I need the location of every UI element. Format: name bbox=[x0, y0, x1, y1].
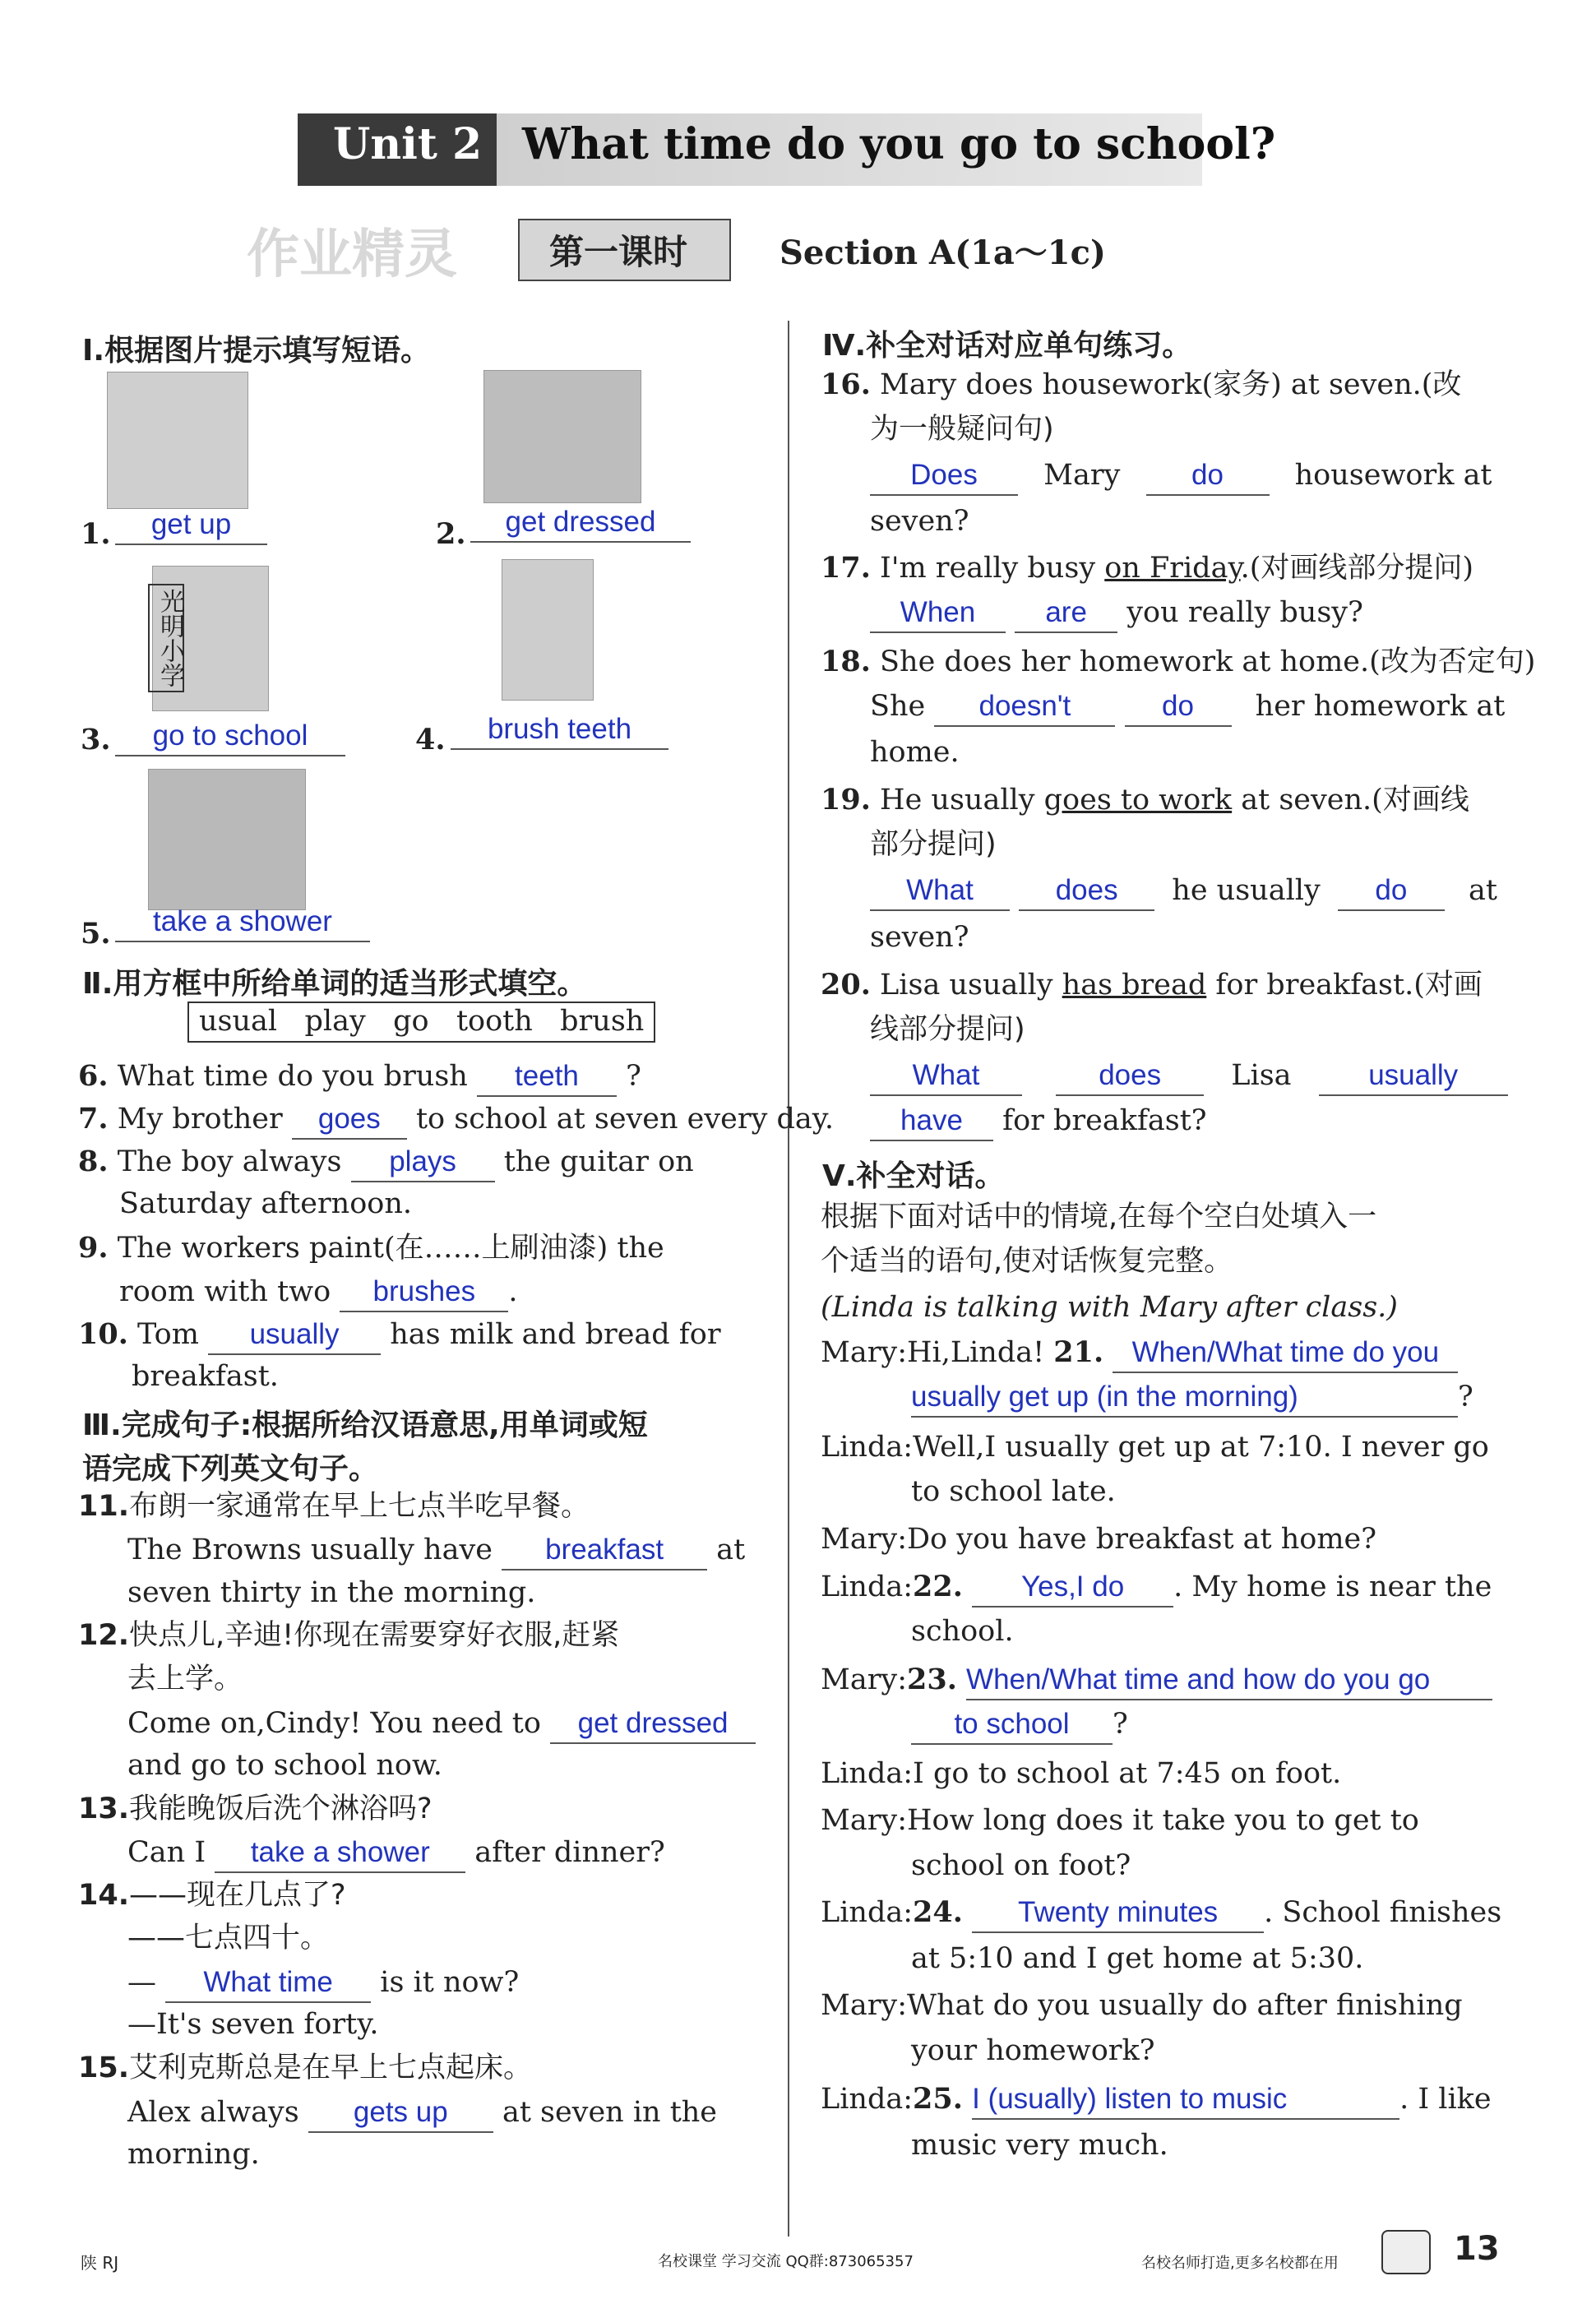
q21-number: 21. bbox=[1053, 1335, 1104, 1369]
q19-pre: He usually bbox=[880, 784, 1035, 816]
dialogue-text: Do you have breakfast at home? bbox=[907, 1523, 1377, 1556]
footer-center: 名校课堂 学习交流 QQ群:873065357 bbox=[658, 2253, 914, 2270]
dialogue-text: Hi,Linda! bbox=[907, 1336, 1054, 1369]
footer-left: 陕 RJ bbox=[81, 2253, 119, 2273]
q20-line3 bbox=[870, 1057, 1508, 1096]
q11-line3: seven thirty in the morning. bbox=[127, 1576, 536, 1609]
q18-pre: She bbox=[870, 690, 926, 723]
dialogue-text: Well,I usually get up at 7:10. I never go bbox=[913, 1431, 1489, 1464]
q15-line3: morning. bbox=[127, 2138, 260, 2171]
q19-mid: he usually bbox=[1172, 874, 1321, 907]
q20-mid: Lisa bbox=[1231, 1059, 1292, 1092]
q25-post: . I like bbox=[1399, 2083, 1492, 2116]
q20-post-2: for breakfast? bbox=[1002, 1104, 1207, 1137]
q11-answer[interactable]: breakfast bbox=[502, 1531, 707, 1571]
q19-answer-3[interactable]: do bbox=[1338, 872, 1445, 911]
q7-post: to school at seven every day. bbox=[415, 1103, 835, 1136]
q18-number: 18. bbox=[821, 645, 871, 678]
q20-number: 20. bbox=[821, 968, 871, 1002]
q16-line3 bbox=[870, 456, 1492, 496]
q6 bbox=[78, 1057, 641, 1097]
footer-logo-icon bbox=[1381, 2230, 1431, 2274]
speaker: Linda: bbox=[821, 1896, 914, 1929]
q17-pre: I'm really busy bbox=[880, 552, 1096, 585]
q11-cn bbox=[78, 1488, 590, 1526]
q18-line3: home. bbox=[870, 736, 960, 769]
q15-chinese: 艾利克斯总是在早上七点起床。 bbox=[129, 2052, 533, 2084]
q20-post: for breakfast.(对画 bbox=[1215, 969, 1483, 1002]
q22-post: . My home is near the bbox=[1173, 1571, 1492, 1603]
speaker: Mary: bbox=[821, 1989, 907, 2022]
q18-text: She does her homework at home.(改为否定句) bbox=[880, 645, 1536, 678]
q16-mid: Mary bbox=[1043, 459, 1121, 492]
q13-number: 13. bbox=[78, 1793, 130, 1825]
speaker: Linda: bbox=[821, 1431, 914, 1464]
q1-number: 1. bbox=[81, 517, 111, 551]
q21-answer-1[interactable]: When/What time do you bbox=[1113, 1334, 1458, 1373]
dialogue-line-21b bbox=[911, 1378, 1473, 1418]
q23-number: 23. bbox=[907, 1663, 957, 1696]
q10-answer[interactable]: usually bbox=[208, 1316, 381, 1355]
q19-post: at seven.(对画线 bbox=[1241, 784, 1469, 816]
school-sign: 光明小学 bbox=[148, 584, 184, 692]
dialogue-line-mary-2 bbox=[821, 1521, 1376, 1559]
q17-number: 17. bbox=[821, 551, 871, 585]
q12-answer[interactable]: get dressed bbox=[550, 1705, 756, 1744]
dialogue-line-23b bbox=[911, 1705, 1128, 1745]
q6-post: ? bbox=[626, 1060, 641, 1093]
q7-text: My brother bbox=[117, 1103, 283, 1136]
q23-answer-2[interactable]: to school bbox=[911, 1705, 1113, 1745]
q15-answer[interactable]: gets up bbox=[308, 2093, 493, 2133]
q11-pre: The Browns usually have bbox=[127, 1534, 493, 1566]
q7-number: 7. bbox=[78, 1102, 109, 1136]
q12-number: 12. bbox=[78, 1619, 130, 1652]
q9-answer[interactable]: brushes bbox=[340, 1273, 508, 1312]
dialogue-line-linda-1b: to school late. bbox=[911, 1475, 1116, 1508]
dialogue-line-mary-4b: school on foot? bbox=[911, 1849, 1131, 1882]
picture-get-dressed bbox=[483, 370, 641, 503]
q9-pre: room with two bbox=[119, 1275, 331, 1308]
q11-line2 bbox=[127, 1531, 745, 1571]
q8-text: The boy always bbox=[117, 1145, 342, 1178]
section-3-title-1: Ⅲ.完成句子:根据所给汉语意思,用单词或短 bbox=[82, 1409, 648, 1442]
q19-line4: seven? bbox=[870, 921, 969, 954]
q19-answer-1[interactable]: What bbox=[870, 872, 1010, 911]
picture-brush-teeth bbox=[502, 559, 594, 701]
q19-line2: 部分提问) bbox=[870, 828, 997, 861]
speaker: Mary: bbox=[821, 1336, 907, 1369]
q20-line2: 线部分提问) bbox=[870, 1013, 1025, 1046]
q8-post: the guitar on bbox=[503, 1145, 694, 1178]
dialogue-line-mary-4 bbox=[821, 1802, 1419, 1840]
q11-chinese: 布朗一家通常在早上七点半吃早餐。 bbox=[129, 1490, 590, 1523]
q6-text: What time do you brush bbox=[117, 1060, 468, 1093]
section-2-title: Ⅱ.用方框中所给单词的适当形式填空。 bbox=[82, 967, 587, 1001]
q13-post: after dinner? bbox=[474, 1836, 665, 1869]
dialogue-line-linda-3 bbox=[821, 1756, 1341, 1793]
dialogue-line-21 bbox=[821, 1334, 1458, 1373]
q12-cn1 bbox=[78, 1617, 619, 1655]
q18-line2 bbox=[870, 687, 1505, 727]
q17-answer-1[interactable]: When bbox=[870, 594, 1006, 633]
q13-answer[interactable]: take a shower bbox=[215, 1834, 465, 1873]
q10-number: 10. bbox=[78, 1317, 128, 1351]
q13-cn bbox=[78, 1791, 433, 1829]
q14-answer[interactable]: What time bbox=[165, 1964, 371, 2003]
q20-answer-1[interactable]: What bbox=[870, 1057, 1022, 1096]
q17-post: .(对画线部分提问) bbox=[1240, 552, 1474, 585]
q20-answer-4[interactable]: have bbox=[870, 1102, 993, 1141]
speaker: Linda: bbox=[821, 1571, 914, 1603]
q17-post-2: you really busy? bbox=[1126, 596, 1363, 629]
picture-get-up bbox=[107, 372, 248, 509]
q7 bbox=[78, 1100, 834, 1140]
q19-post-2: at bbox=[1469, 874, 1497, 907]
speaker: Mary: bbox=[821, 1523, 907, 1556]
dialogue-context: (Linda is talking with Mary after class.) bbox=[821, 1291, 1398, 1324]
speaker: Linda: bbox=[821, 2083, 914, 2116]
picture-take-shower bbox=[148, 769, 306, 910]
q16-line2: 为一般疑问句) bbox=[870, 413, 1054, 446]
column-divider bbox=[788, 321, 789, 2237]
q9-number: 9. bbox=[78, 1231, 109, 1265]
q11-number: 11. bbox=[78, 1490, 130, 1523]
q19-underlined: goes to work bbox=[1043, 784, 1233, 816]
speaker: Mary: bbox=[821, 1804, 907, 1837]
dialogue-text: How long does it take you to get to bbox=[907, 1804, 1419, 1837]
q3-number: 3. bbox=[81, 723, 111, 756]
section-5-title: Ⅴ.补全对话。 bbox=[822, 1159, 1005, 1193]
q19-line1 bbox=[821, 781, 1469, 820]
q3-answer[interactable]: go to school bbox=[115, 717, 345, 756]
section-5-intro-1: 根据下面对话中的情境,在每个空白处填入一 bbox=[821, 1200, 1377, 1233]
dialogue-line-22b: school. bbox=[911, 1615, 1014, 1648]
dialogue-line-22 bbox=[821, 1568, 1492, 1608]
q15-pre: Alex always bbox=[127, 2096, 299, 2129]
q11-post: at bbox=[716, 1534, 746, 1566]
q15-number: 15. bbox=[78, 2052, 130, 2084]
unit-title: What time do you go to school? bbox=[522, 119, 1276, 169]
q8-answer[interactable]: plays bbox=[351, 1143, 495, 1182]
q20-answer-2[interactable]: does bbox=[1056, 1057, 1204, 1096]
q8-number: 8. bbox=[78, 1145, 109, 1178]
q16-text: Mary does housework(家务) at seven.(改 bbox=[880, 368, 1462, 401]
q1-answer[interactable]: get up bbox=[115, 506, 267, 545]
q14-cn2: ——七点四十。 bbox=[127, 1922, 330, 1954]
q16-post: housework at bbox=[1294, 459, 1492, 492]
q16-line1 bbox=[821, 366, 1461, 405]
q17-line2 bbox=[870, 594, 1363, 633]
q23-post: ? bbox=[1113, 1708, 1128, 1741]
q12-pre: Come on,Cindy! You need to bbox=[127, 1707, 541, 1740]
section-1-title: Ⅰ.根据图片提示填写短语。 bbox=[82, 334, 431, 368]
q12-chinese-1: 快点儿,辛迪!你现在需要穿好衣服,赶紧 bbox=[129, 1619, 620, 1652]
q5-number: 5. bbox=[81, 917, 111, 951]
q19-number: 19. bbox=[821, 783, 871, 816]
q9-line2 bbox=[119, 1273, 517, 1312]
q10 bbox=[78, 1316, 721, 1355]
footer-right: 名校名师打造,更多名校都在用 bbox=[1141, 2255, 1339, 2272]
q14-line3 bbox=[127, 1964, 519, 2003]
q10-text: Tom bbox=[137, 1318, 199, 1351]
q9-post: . bbox=[508, 1275, 518, 1308]
section-5-intro-2: 个适当的语句,使对话恢复完整。 bbox=[821, 1245, 1233, 1278]
dialogue-text: I go to school at 7:45 on foot. bbox=[913, 1757, 1342, 1790]
q6-number: 6. bbox=[78, 1059, 109, 1093]
dialogue-text: What do you usually do after finishing bbox=[907, 1989, 1463, 2022]
lesson-label: 第一课时 bbox=[549, 232, 688, 272]
q7-answer[interactable]: goes bbox=[292, 1100, 407, 1140]
q13-line2 bbox=[127, 1834, 665, 1873]
q13-chinese: 我能晚饭后洗个淋浴吗? bbox=[129, 1793, 433, 1825]
q20-pre: Lisa usually bbox=[880, 969, 1053, 1002]
dialogue-line-mary-5b: your homework? bbox=[911, 2034, 1155, 2067]
q9-line1 bbox=[78, 1229, 664, 1268]
q16-line4: seven? bbox=[870, 505, 969, 538]
dialogue-line-24b: at 5:10 and I get home at 5:30. bbox=[911, 1942, 1364, 1975]
q16-answer-2[interactable]: do bbox=[1146, 456, 1270, 496]
q8 bbox=[78, 1143, 694, 1182]
q14-line4: —It's seven forty. bbox=[127, 2008, 379, 2041]
q21-answer-2[interactable]: usually get up (in the morning) bbox=[911, 1378, 1458, 1418]
q17-line1 bbox=[821, 549, 1473, 588]
q18-line1 bbox=[821, 643, 1535, 682]
q10-post: has milk and bread for bbox=[390, 1318, 721, 1351]
q13-pre: Can I bbox=[127, 1836, 206, 1869]
q16-answer-1[interactable]: Does bbox=[870, 456, 1018, 496]
q18-post: her homework at bbox=[1255, 690, 1506, 723]
section-3-title-2: 语完成下列英文句子。 bbox=[82, 1452, 379, 1486]
dialogue-line-23 bbox=[821, 1661, 1492, 1700]
q4-answer[interactable]: brush teeth bbox=[451, 710, 668, 750]
q20-line4 bbox=[870, 1102, 1207, 1141]
q2-answer[interactable]: get dressed bbox=[470, 503, 691, 543]
q12-line4: and go to school now. bbox=[127, 1749, 442, 1782]
q16-number: 16. bbox=[821, 368, 871, 401]
q12-line3 bbox=[127, 1705, 756, 1744]
watermark: 作业精灵 bbox=[247, 224, 457, 285]
q14-pre: — bbox=[127, 1966, 156, 1999]
dialogue-line-25b: music very much. bbox=[911, 2129, 1168, 2162]
q15-cn bbox=[78, 2050, 532, 2088]
dialogue-line-linda-1 bbox=[821, 1429, 1489, 1467]
q9-text: The workers paint(在……上刷油漆) the bbox=[117, 1232, 664, 1265]
dialogue-line-24 bbox=[821, 1894, 1501, 1933]
speaker: Mary: bbox=[821, 1663, 907, 1696]
page-number: 13 bbox=[1454, 2230, 1500, 2268]
q14-cn1 bbox=[78, 1877, 346, 1915]
q20-answer-3[interactable]: usually bbox=[1319, 1057, 1508, 1096]
q5-answer[interactable]: take a shower bbox=[115, 903, 370, 942]
q22-number: 22. bbox=[913, 1570, 963, 1603]
q20-line1 bbox=[821, 966, 1483, 1005]
q25-number: 25. bbox=[913, 2082, 963, 2116]
q19-answer-2[interactable]: does bbox=[1019, 872, 1154, 911]
q23-answer-1[interactable]: When/What time and how do you go bbox=[966, 1661, 1492, 1700]
dialogue-line-mary-5 bbox=[821, 1987, 1463, 2025]
q14-post: is it now? bbox=[380, 1966, 520, 1999]
word-box: usual play go tooth brush bbox=[187, 1002, 655, 1043]
q22-answer[interactable]: Yes,I do bbox=[972, 1568, 1173, 1608]
q14-chinese-1: ——现在几点了? bbox=[129, 1879, 346, 1912]
section-4-title: Ⅳ.补全对话对应单句练习。 bbox=[822, 329, 1192, 363]
q19-line3 bbox=[870, 872, 1497, 911]
q25-answer[interactable]: I (usually) listen to music bbox=[972, 2080, 1399, 2120]
q4-number: 4. bbox=[415, 723, 446, 756]
q20-underlined: has bread bbox=[1062, 969, 1207, 1002]
q21-post: ? bbox=[1458, 1381, 1473, 1413]
speaker: Linda: bbox=[821, 1757, 914, 1790]
q24-post: . School finishes bbox=[1264, 1896, 1502, 1929]
section-label: Section A(1a～1c) bbox=[779, 234, 1106, 272]
q17-answer-2[interactable]: are bbox=[1015, 594, 1117, 633]
q18-answer-2[interactable]: do bbox=[1125, 687, 1232, 727]
q15-line2 bbox=[127, 2093, 717, 2133]
q2-number: 2. bbox=[436, 517, 466, 551]
q15-post: at seven in the bbox=[502, 2096, 718, 2129]
q12-cn2: 去上学。 bbox=[127, 1663, 243, 1695]
q10-line2: breakfast. bbox=[132, 1360, 279, 1393]
q17-underlined: on Friday bbox=[1104, 552, 1241, 585]
q14-number: 14. bbox=[78, 1879, 130, 1912]
q6-answer[interactable]: teeth bbox=[477, 1057, 617, 1097]
q8-line2: Saturday afternoon. bbox=[119, 1187, 413, 1220]
q24-answer[interactable]: Twenty minutes bbox=[972, 1894, 1264, 1933]
unit-label: Unit 2 bbox=[333, 119, 483, 169]
q24-number: 24. bbox=[913, 1895, 963, 1929]
dialogue-line-25 bbox=[821, 2080, 1492, 2120]
q18-answer-1[interactable]: doesn't bbox=[934, 687, 1115, 727]
